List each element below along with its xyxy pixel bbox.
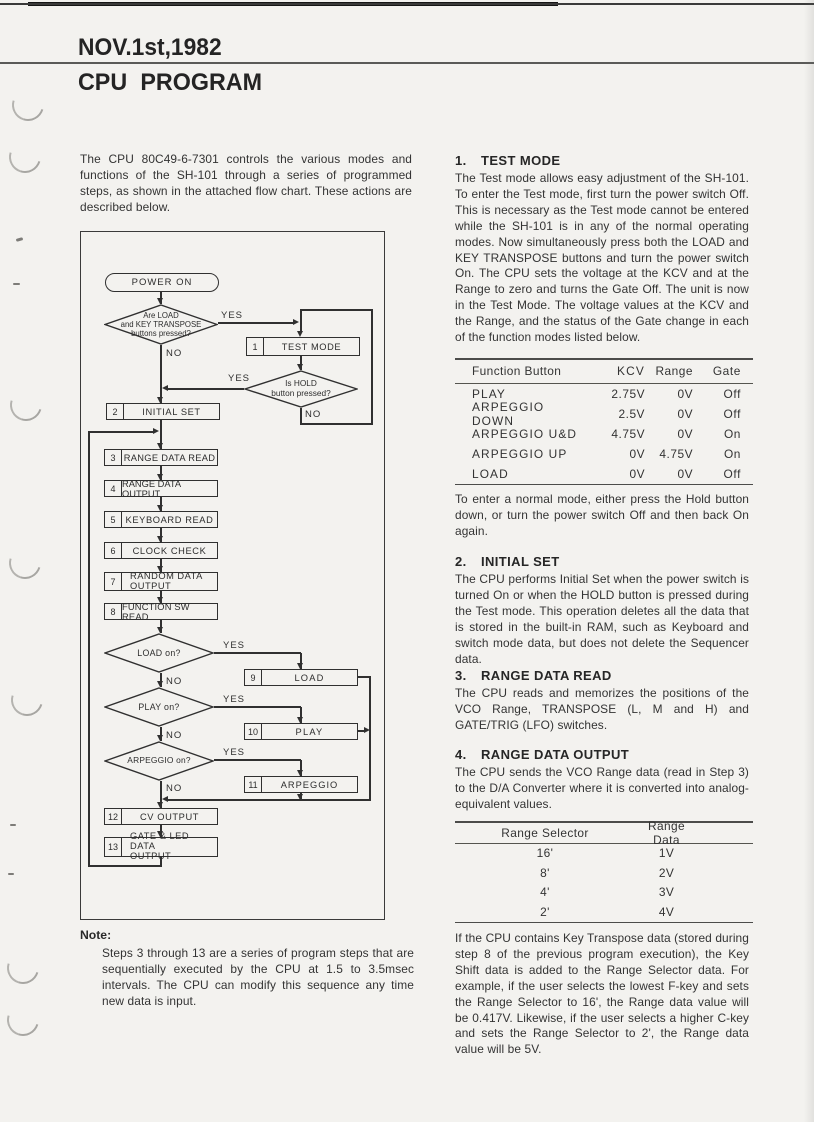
flow-line bbox=[301, 423, 373, 425]
decision-play-on: PLAY on? bbox=[104, 687, 214, 727]
yes-label: YES bbox=[228, 373, 251, 384]
hole-punch-mark bbox=[1, 998, 44, 1041]
table-row: 4' 3V bbox=[540, 885, 675, 900]
flow-line bbox=[369, 676, 371, 801]
flowchart-step-range-data-output: 4 RANGE DATA OUTPUT bbox=[104, 480, 218, 497]
arrowhead bbox=[162, 796, 168, 802]
key-transpose-paragraph: If the CPU contains Key Transpose data (stored during step 8 of the previous program execution), the Key Shift data is added to the Range Selector data. For example, if the user selects the lowest F-key and sets the Range Selector to 16', the Range data value will be 0.417V. Likewise, if the user selects a higher C-key and sets the Range Selector to 2', the Range data value will be 5V. bbox=[455, 931, 749, 1057]
flow-line bbox=[166, 799, 370, 801]
flow-line bbox=[89, 865, 162, 867]
no-label: NO bbox=[166, 348, 183, 359]
table-row: PLAY 2.75V 0V Off bbox=[472, 386, 741, 401]
flowchart-step-load: 9 LOAD bbox=[244, 669, 358, 686]
flow-line bbox=[88, 431, 90, 867]
no-label: NO bbox=[166, 676, 183, 687]
flow-line bbox=[371, 309, 373, 425]
flowchart-step-test-mode: 1 TEST MODE bbox=[246, 337, 360, 356]
no-label: NO bbox=[305, 409, 322, 420]
note-body: Steps 3 through 13 are a series of program steps that are sequentially executed by the CPU at 1.5 to 3.5msec intervals. The CPU can modify this sequence any time new data is input. bbox=[102, 946, 414, 1008]
test-mode-table bbox=[455, 358, 753, 485]
table-rule bbox=[455, 484, 753, 486]
hole-punch-mark bbox=[3, 135, 46, 178]
decision-arpeggio-on: ARPEGGIO on? bbox=[104, 741, 214, 781]
table-header-row: Function Button KCV Range Gate bbox=[472, 364, 741, 378]
table-row: LOAD 0V 0V Off bbox=[472, 466, 741, 481]
flowchart-step-gate-led-data-output: 13 GATE & LED DATA OUTPUT bbox=[104, 837, 218, 857]
scan-artifact bbox=[16, 237, 24, 242]
scan-artifact bbox=[0, 3, 814, 5]
hole-punch-mark bbox=[1, 946, 44, 989]
flowchart-step-function-sw-read: 8 FUNCTION SW READ bbox=[104, 603, 218, 620]
flow-line bbox=[166, 388, 244, 390]
scan-artifact bbox=[8, 873, 14, 875]
flow-line bbox=[218, 322, 294, 324]
scan-artifact bbox=[13, 283, 20, 285]
test-mode-exit-paragraph: To enter a normal mode, either press the Hold button down, or turn the power switch Off and then back On again. bbox=[455, 492, 749, 538]
arrowhead bbox=[153, 428, 159, 434]
page-date: NOV.1st,1982 bbox=[78, 34, 222, 61]
table-rule bbox=[455, 922, 753, 924]
yes-label: YES bbox=[223, 640, 246, 651]
flowchart-step-random-data-output: 7 RANDOM DATA OUTPUT bbox=[104, 572, 218, 591]
hole-punch-mark bbox=[6, 83, 49, 126]
flow-line bbox=[300, 309, 373, 311]
flow-line bbox=[214, 652, 301, 654]
section-body-test-mode: The Test mode allows easy adjustment of the SH-101. To enter the Test mode, first turn the power switch Off. This is necessary as the Test mode cannot be entered while the SH-101 is in any of the normal operating modes. Now simultaneously press both the LOAD and KEY TRANSPOSE buttons and turn the power switch On. The CPU sets the voltage at the KCV and at the Range to zero and turns the Gate Off. The unit is now in the Test Mode. The voltage values at the KCV and the Range, and the status of the Gate change in each of the function modes listed below. bbox=[455, 171, 749, 345]
flowchart-step-clock-check: 6 CLOCK CHECK bbox=[104, 542, 218, 559]
arrowhead bbox=[293, 319, 299, 325]
range-data-table bbox=[455, 818, 753, 923]
flow-line bbox=[89, 431, 153, 433]
hole-punch-mark bbox=[3, 541, 46, 584]
yes-label: YES bbox=[223, 694, 246, 705]
no-label: NO bbox=[166, 730, 183, 741]
flowchart-step-range-data-read: 3 RANGE DATA READ bbox=[104, 449, 218, 466]
decision-hold-pressed: Is HOLD button pressed? bbox=[244, 370, 358, 408]
table-row: 16' 1V bbox=[536, 846, 675, 861]
table-row: ARPEGGIO DOWN 2.5V 0V Off bbox=[472, 399, 741, 428]
page-title: CPU PROGRAM bbox=[78, 69, 262, 96]
hole-punch-mark bbox=[4, 383, 47, 426]
decision-load-key-transpose: Are LOAD and KEY TRANSPOSE buttons pressed? bbox=[104, 304, 218, 345]
arrowhead bbox=[162, 385, 168, 391]
flow-line bbox=[300, 310, 302, 332]
yes-label: YES bbox=[223, 747, 246, 758]
yes-label: YES bbox=[221, 310, 244, 321]
no-label: NO bbox=[166, 783, 183, 794]
table-row: ARPEGGIO U&D 4.75V 0V On bbox=[472, 426, 741, 441]
flow-line bbox=[214, 759, 301, 761]
flowchart-step-play: 10 PLAY bbox=[244, 723, 358, 740]
hole-punch-mark bbox=[5, 678, 48, 721]
flowchart-terminal-power-on: POWER ON bbox=[105, 273, 219, 292]
flowchart-step-cv-output: 12 CV OUTPUT bbox=[104, 808, 218, 825]
section-heading-range-data-output: 4. RANGE DATA OUTPUT bbox=[455, 747, 630, 762]
intro-paragraph: The CPU 80C49-6-7301 controls the various modes and functions of the SH-101 through a series of programmed steps, as shown in the attached flow chart. These actions are described below. bbox=[80, 152, 412, 214]
flowchart-step-keyboard-read: 5 KEYBOARD READ bbox=[104, 511, 218, 528]
section-heading-initial-set: 2. INITIAL SET bbox=[455, 554, 560, 569]
table-header-row: Range Selector Range Data bbox=[501, 818, 686, 847]
flowchart-frame bbox=[80, 231, 385, 920]
decision-load-on: LOAD on? bbox=[104, 633, 214, 673]
flow-line bbox=[160, 345, 162, 403]
table-row: 2' 4V bbox=[540, 904, 675, 919]
scan-artifact bbox=[10, 824, 16, 826]
table-row: 8' 2V bbox=[540, 865, 675, 880]
arrowhead bbox=[364, 727, 370, 733]
section-heading-test-mode: 1. TEST MODE bbox=[455, 153, 561, 168]
section-heading-range-data-read: 3. RANGE DATA READ bbox=[455, 668, 612, 683]
flowchart-step-initial-set: 2 INITIAL SET bbox=[106, 403, 220, 420]
section-body-range-data-output: The CPU sends the VCO Range data (read in Step 3) to the D/A Converter where it is converted into analog-equivalent values. bbox=[455, 765, 749, 811]
section-body-initial-set: The CPU performs Initial Set when the power switch is turned On or when the HOLD button is pressed during the Test mode. This operation deletes all the data that is stored in the built-in RAM, such as Keyboard and switch mode data, but does not delete the Sequencer data. bbox=[455, 572, 749, 666]
flow-line bbox=[214, 706, 301, 708]
flowchart-step-arpeggio: 11 ARPEGGIO bbox=[244, 776, 358, 793]
table-row: ARPEGGIO UP 0V 4.75V On bbox=[472, 446, 741, 461]
note-label: Note: bbox=[80, 928, 112, 942]
section-body-range-data-read: The CPU reads and memorizes the positions of the VCO Range, TRANSPOSE (L, M and H) and GATE/TRIG (LFO) switches. bbox=[455, 686, 749, 732]
header-rule bbox=[0, 62, 814, 64]
flow-line bbox=[300, 408, 302, 425]
